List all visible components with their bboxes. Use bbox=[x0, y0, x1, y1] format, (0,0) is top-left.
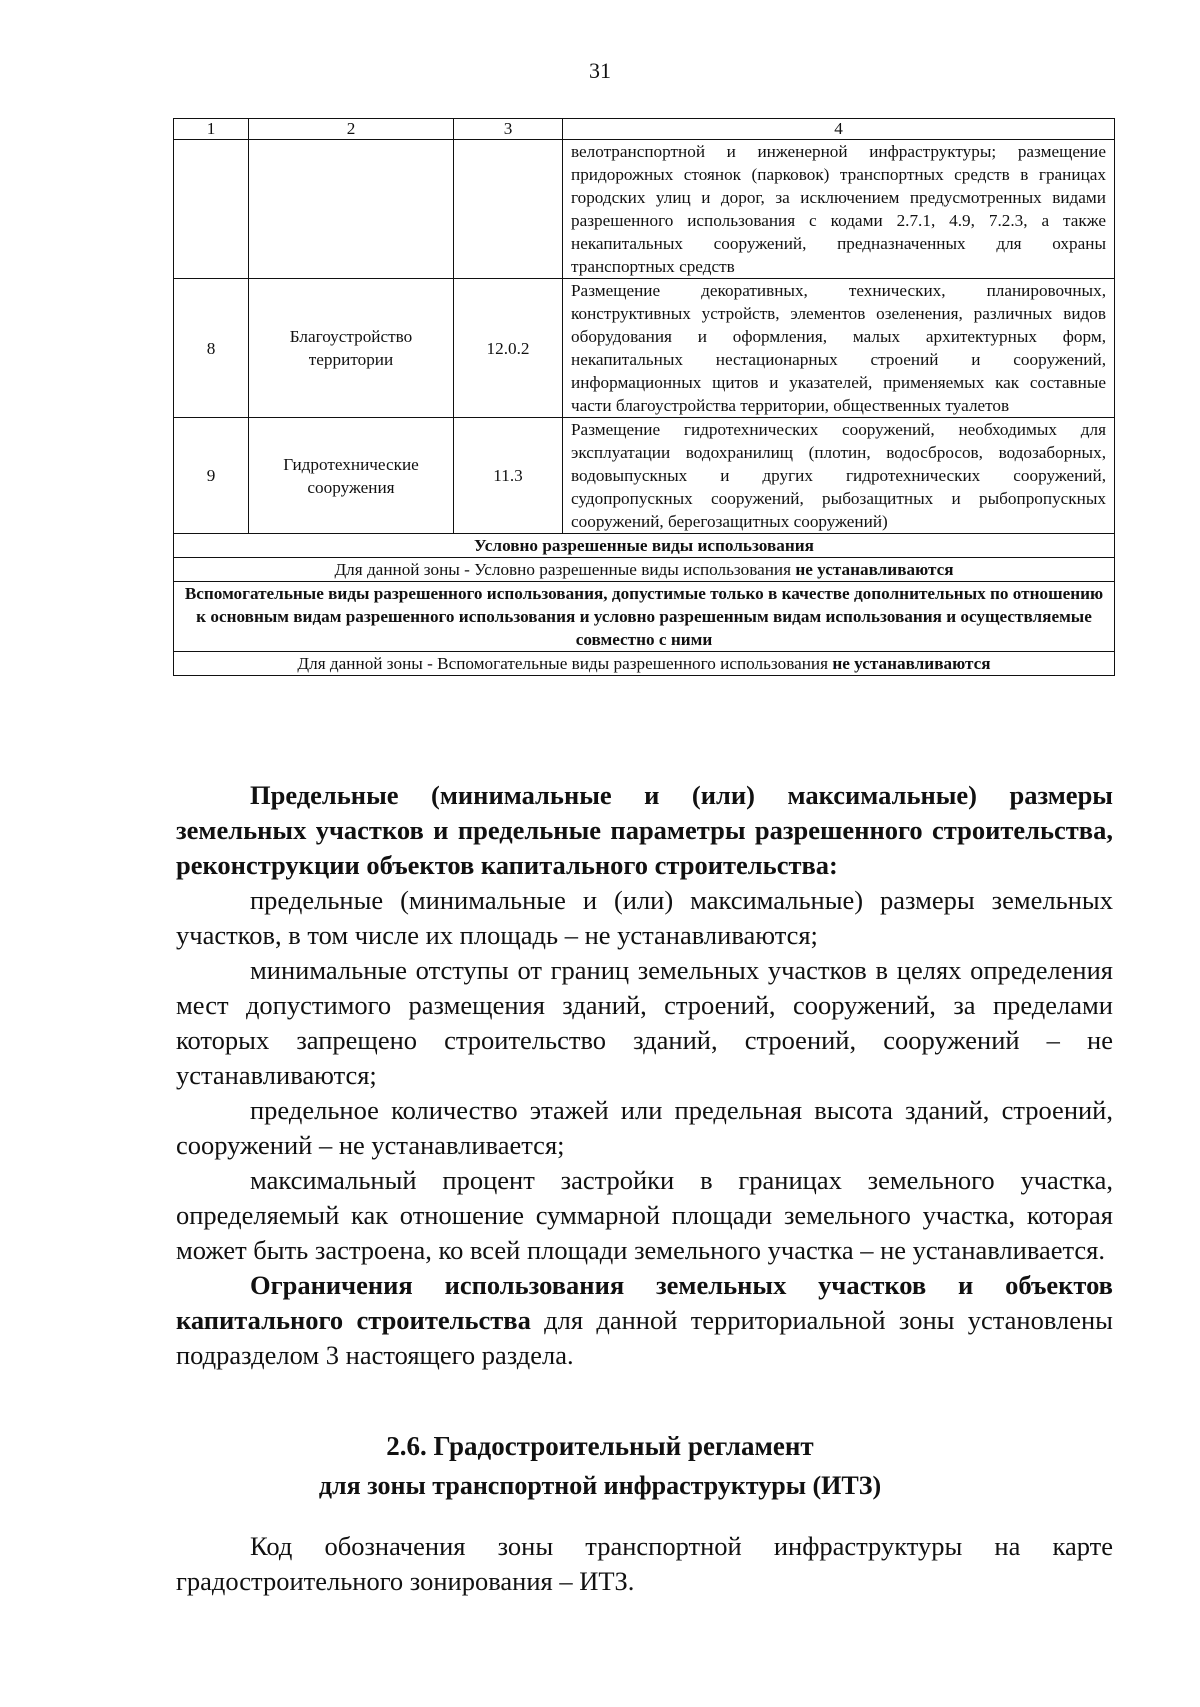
table-row bbox=[174, 140, 1115, 279]
section-heading bbox=[0, 1428, 1200, 1504]
body-paragraph: предельные (минимальные и (или) максимальные) размеры земельных участков, в том числе их площадь – не устанавливаются; bbox=[176, 885, 1113, 950]
auxiliary-uses-note bbox=[174, 652, 1115, 676]
conditional-uses-header: Условно разрешенные виды использования bbox=[174, 534, 1115, 558]
section-title: 2.6. Градостроительный регламент bbox=[386, 1431, 814, 1461]
use-type-name bbox=[249, 140, 454, 279]
use-type-description: Размещение декоративных, технических, планировочных, конструктивных устройств, элементов озеленения, различных видов оборудования и оформления, малых архитектурных форм, некапитальных нестационарных строений и сооружений, информационных щитов и указателей, применяемых как составные части благоустройства территории, общественных туалетов bbox=[563, 279, 1115, 418]
row-number: 8 bbox=[174, 279, 249, 418]
use-type-code: 12.0.2 bbox=[454, 279, 563, 418]
use-type-name: Гидротехнические сооружения bbox=[249, 418, 454, 534]
limits-section bbox=[176, 778, 1113, 1373]
table-row bbox=[174, 418, 1115, 534]
row-number bbox=[174, 140, 249, 279]
table-header-row bbox=[174, 119, 1115, 140]
restrictions-text: для данной территориальной зоны установлены подразделом 3 настоящего раздела. bbox=[176, 1305, 1113, 1370]
section-subtitle: для зоны транспортной инфраструктуры (ИТЗ) bbox=[318, 1471, 882, 1500]
column-header: 4 bbox=[563, 119, 1115, 140]
table-row bbox=[174, 558, 1115, 582]
auxiliary-uses-header: Вспомогательные виды разрешенного использования, допустимые только в качестве дополнительных по отношению к основным видам разрешенного использования и условно разрешенным видам использования и осуществляемые совместно с ними bbox=[174, 582, 1115, 652]
land-use-table bbox=[173, 118, 1115, 676]
restrictions-paragraph bbox=[176, 1268, 1113, 1373]
column-header: 1 bbox=[174, 119, 249, 140]
table-row bbox=[174, 279, 1115, 418]
use-type-name: Благоустройство территории bbox=[249, 279, 454, 418]
note-text: Для данной зоны - Условно разрешенные виды использования bbox=[334, 560, 796, 579]
table-row bbox=[174, 582, 1115, 652]
body-paragraph: максимальный процент застройки в границах земельного участка, определяемый как отношение суммарной площади земельного участка, которая может быть застроена, ко всей площади земельного участка – не устанавливается. bbox=[176, 1165, 1113, 1265]
column-header: 3 bbox=[454, 119, 563, 140]
row-number: 9 bbox=[174, 418, 249, 534]
use-type-code: 11.3 bbox=[454, 418, 563, 534]
note-emphasis: не устанавливаются bbox=[795, 560, 954, 579]
body-paragraph: минимальные отступы от границ земельных участков в целях определения мест допустимого размещения зданий, строений, сооружений, за пределами которых запрещено строительство зданий, строений, сооружений – не устанавливаются; bbox=[176, 955, 1113, 1090]
use-type-description: Размещение гидротехнических сооружений, необходимых для эксплуатации водохранилищ (плотин, водосбросов, водозаборных, водовыпускных и других гидротехнических сооружений, судопропускных сооружений, рыбозащитных и рыбопропускных сооружений, берегозащитных сооружений) bbox=[563, 418, 1115, 534]
note-emphasis: не устанавливаются bbox=[832, 654, 991, 673]
column-header: 2 bbox=[249, 119, 454, 140]
zone-code-paragraph: Код обозначения зоны транспортной инфраструктуры на карте градостроительного зонирования – ИТЗ. bbox=[176, 1531, 1113, 1596]
conditional-uses-note bbox=[174, 558, 1115, 582]
use-type-code bbox=[454, 140, 563, 279]
note-text: Для данной зоны - Вспомогательные виды разрешенного использования bbox=[297, 654, 833, 673]
use-type-description: велотранспортной и инженерной инфраструктуры; размещение придорожных стоянок (парковок) транспортных средств в границах городских улиц и дорог, за исключением предусмотренных видами разрешенного использования с кодами 2.7.1, 4.9, 7.2.3, а также некапитальных сооружений, предназначенных для охраны транспортных средств bbox=[563, 140, 1115, 279]
table-row bbox=[174, 652, 1115, 676]
zone-code-section bbox=[176, 1529, 1113, 1599]
restrictions-emphasis: Ограничения использования земельных участков и объектов капитального строительства bbox=[176, 1270, 1113, 1335]
page-number: 31 bbox=[589, 58, 611, 83]
table-row bbox=[174, 534, 1115, 558]
limits-heading: Предельные (минимальные и (или) максимальные) размеры земельных участков и предельные параметры разрешенного строительства, реконструкции объектов капитального строительства: bbox=[176, 780, 1113, 880]
body-paragraph: предельное количество этажей или предельная высота зданий, строений, сооружений – не устанавливается; bbox=[176, 1095, 1113, 1160]
